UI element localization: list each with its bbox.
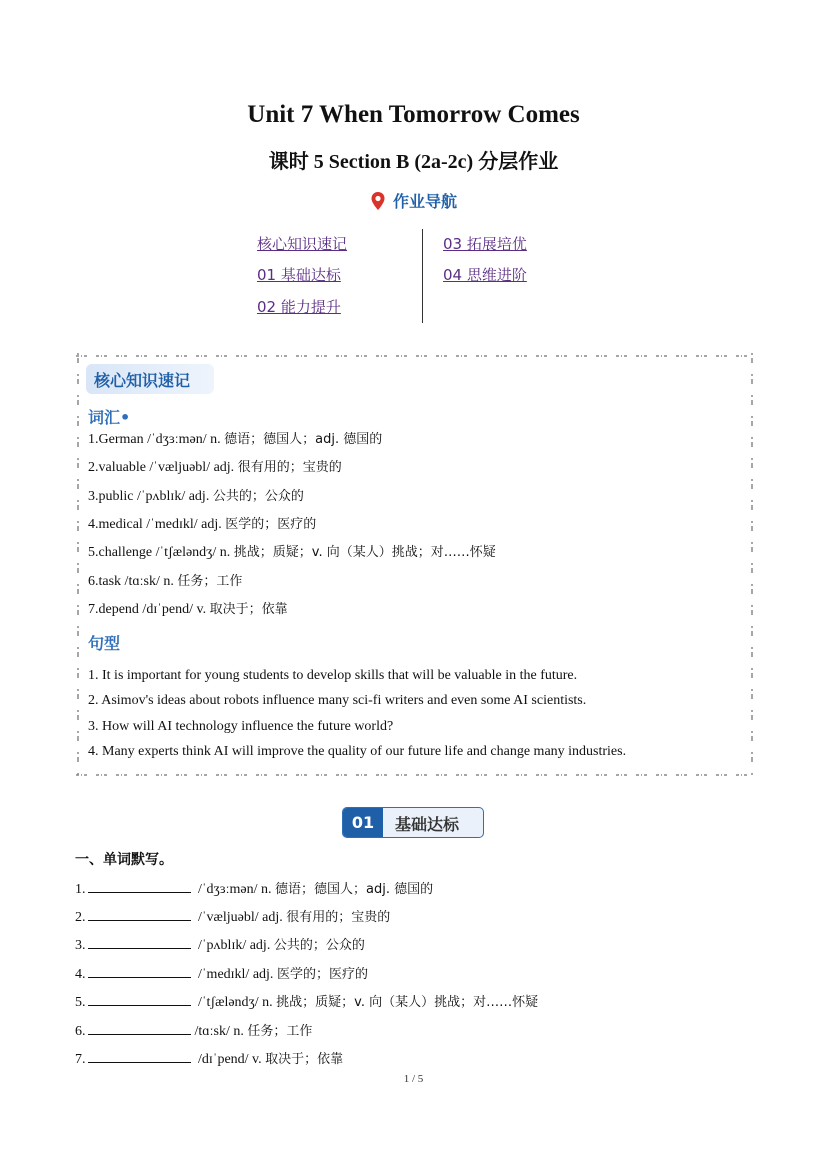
decorative-border bbox=[76, 353, 754, 778]
answer-blank[interactable] bbox=[88, 1021, 191, 1035]
page-number: 1 / 5 bbox=[403, 1073, 424, 1085]
question-en: /ˈmedɪkl/ adj. bbox=[194, 967, 277, 982]
answer-blank[interactable] bbox=[88, 1049, 191, 1063]
question-item bbox=[75, 963, 368, 983]
vocab-heading: 词汇• bbox=[88, 408, 131, 427]
vocab-item bbox=[88, 456, 342, 476]
vocab-cn: 任务；工作 bbox=[177, 574, 243, 589]
nav-link-ability[interactable]: 02 能力提升 bbox=[257, 298, 341, 316]
core-knowledge-badge bbox=[86, 364, 214, 394]
question-cn: 取决于；依靠 bbox=[265, 1052, 344, 1067]
nav-link-basic[interactable]: 01 基础达标 bbox=[257, 266, 341, 284]
question-en: /ˈdʒɜːmən/ n. bbox=[194, 882, 276, 897]
answer-blank[interactable] bbox=[88, 964, 191, 978]
vocab-en: 4.medical /ˈmedɪkl/ adj. bbox=[88, 517, 226, 532]
core-knowledge-label: 核心知识速记 bbox=[94, 371, 191, 390]
nav-heading bbox=[0, 189, 827, 212]
sentence-item: 3. How will AI technology influence the future world? bbox=[88, 719, 394, 734]
nav-link-extension[interactable]: 03 拓展培优 bbox=[443, 235, 527, 253]
vocab-cn: 医学的；医疗的 bbox=[225, 517, 317, 532]
sentence-heading: 句型 bbox=[88, 634, 121, 653]
question-cn: 挑战；质疑；v. 向（某人）挑战；对……怀疑 bbox=[276, 995, 539, 1010]
question-number: 3. bbox=[75, 938, 86, 953]
core-knowledge-box bbox=[76, 353, 754, 778]
vocab-en: 5.challenge /ˈtʃæləndʒ/ n. bbox=[88, 545, 234, 560]
question-cn: 医学的；医疗的 bbox=[276, 967, 368, 982]
question-cn: 公共的；公众的 bbox=[273, 938, 365, 953]
nav-link-core-knowledge[interactable]: 核心知识速记 bbox=[257, 235, 348, 253]
section-01-badge bbox=[342, 807, 484, 838]
question-item bbox=[75, 878, 433, 898]
vocab-cn: 挑战；质疑；v. 向（某人）挑战；对……怀疑 bbox=[233, 545, 496, 560]
section-01-number: 01 bbox=[343, 808, 383, 837]
question-en: /dɪˈpend/ v. bbox=[194, 1052, 266, 1067]
question-number: 1. bbox=[75, 882, 86, 897]
vocab-item bbox=[88, 570, 242, 590]
question-cn: 任务；工作 bbox=[247, 1024, 313, 1039]
question-cn: 很有用的；宝贵的 bbox=[286, 910, 391, 925]
vocab-cn: 取决于；依靠 bbox=[209, 602, 288, 617]
vocab-en: 3.public /ˈpʌblɪk/ adj. bbox=[88, 489, 213, 504]
vocab-en: 6.task /tɑːsk/ n. bbox=[88, 574, 178, 589]
document-subtitle: 课时 5 Section B (2a-2c) 分层作业 bbox=[268, 151, 559, 173]
vocab-cn: 公共的；公众的 bbox=[212, 489, 304, 504]
question-item bbox=[75, 1020, 312, 1040]
answer-blank[interactable] bbox=[88, 935, 191, 949]
vocab-cn: 很有用的；宝贵的 bbox=[237, 460, 342, 475]
vocab-en: 7.depend /dɪˈpend/ v. bbox=[88, 602, 210, 617]
section-01-label: 基础达标 bbox=[395, 815, 460, 834]
document-title: Unit 7 When Tomorrow Comes bbox=[247, 101, 580, 128]
vocab-item bbox=[88, 541, 496, 561]
answer-blank[interactable] bbox=[88, 907, 191, 921]
question-cn: 德语；德国人；adj. 德国的 bbox=[275, 882, 434, 897]
vocab-en: 1.German /ˈdʒɜːmən/ n. bbox=[88, 432, 225, 447]
question-number: 4. bbox=[75, 967, 86, 982]
question-en: /tɑːsk/ n. bbox=[194, 1024, 248, 1039]
question-number: 6. bbox=[75, 1024, 86, 1039]
sentence-item: 2. Asimov's ideas about robots influence many sci-fi writers and even some AI scientists. bbox=[88, 693, 587, 708]
nav-link-thinking[interactable]: 04 思维进阶 bbox=[443, 266, 527, 284]
location-pin-icon bbox=[370, 191, 386, 211]
sentence-item: 4. Many experts think AI will improve the quality of our future life and change many industries. bbox=[88, 744, 627, 759]
question-number: 5. bbox=[75, 995, 86, 1010]
vocab-item bbox=[88, 598, 288, 618]
question-en: /ˈvæljuəbl/ adj. bbox=[194, 910, 287, 925]
question-item bbox=[75, 1048, 343, 1068]
question-item bbox=[75, 991, 538, 1011]
question-en: /ˈtʃæləndʒ/ n. bbox=[194, 995, 277, 1010]
question-title: 一、单词默写。 bbox=[75, 852, 173, 868]
question-en: /ˈpʌblɪk/ adj. bbox=[194, 938, 274, 953]
vocab-item bbox=[88, 513, 316, 533]
sentence-item: 1. It is important for young students to develop skills that will be valuable in the future. bbox=[88, 668, 578, 683]
vocab-cn: 德语；德国人；adj. 德国的 bbox=[224, 432, 383, 447]
nav-heading-label: 作业导航 bbox=[393, 192, 458, 211]
vocab-item bbox=[88, 428, 382, 448]
question-number: 2. bbox=[75, 910, 86, 925]
question-number: 7. bbox=[75, 1052, 86, 1067]
question-item bbox=[75, 934, 365, 954]
nav-divider bbox=[422, 229, 423, 323]
vocab-en: 2.valuable /ˈvæljuəbl/ adj. bbox=[88, 460, 238, 475]
vocab-item bbox=[88, 485, 304, 505]
answer-blank[interactable] bbox=[88, 992, 191, 1006]
question-item bbox=[75, 906, 390, 926]
answer-blank[interactable] bbox=[88, 879, 191, 893]
